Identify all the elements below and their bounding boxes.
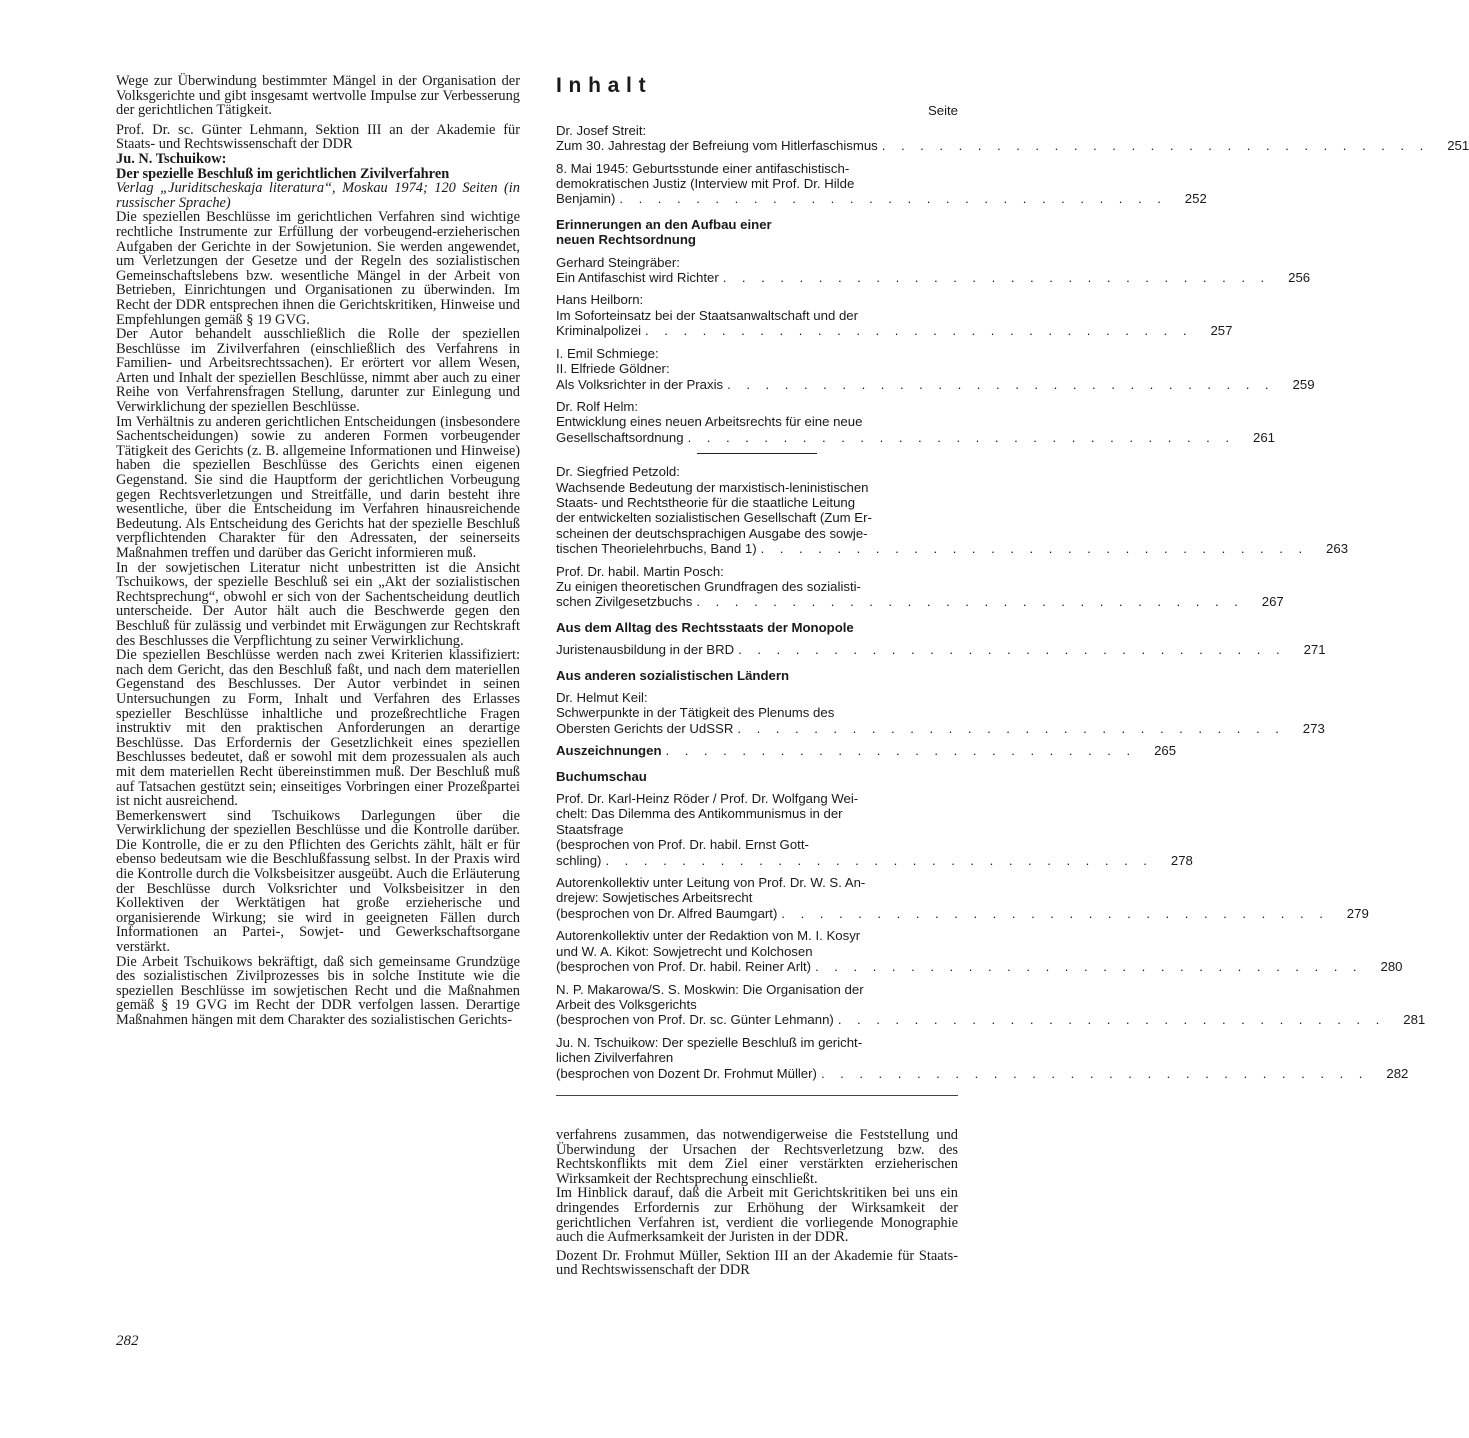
toc-entry-title: Juristenausbildung in der BRD xyxy=(556,642,735,658)
continuation-paragraph: verfahrens zusammen, das notwendigerweise die Feststellung und Überwindung der Ursachen der Rechtsverletzung bzw. des Rechtskonflikts mit dem Ziel einer verstärkten erzieherischen Wirksamkeit der Rechtsprechung einschließt. xyxy=(556,1127,958,1187)
toc-entry-line: drejew: Sowjetisches Arbeitsrecht xyxy=(556,890,753,906)
toc-entry-line: II. Elfriede Göldner: xyxy=(556,361,670,377)
review-title: Der spezielle Beschluß im gerichtlichen Zivilverfahren xyxy=(116,165,450,182)
toc-entry xyxy=(556,928,1403,975)
toc-entry-title: tischen Theorielehrbuchs, Band 1) xyxy=(556,541,757,557)
review-paragraph: Die speziellen Beschlüsse werden nach zwei Kriterien klassifiziert: nach dem Gericht, das den Beschluß faßt, und nach dem materiellen Gegenstand des Beschlusses. Der Autor verbindet in seinen Untersuchungen zu Form, Inhalt und Verfahren des Erlasses spezieller Beschlüsse inhaltliche und prozeßrechtliche Fragen instruktiv mit den praktischen Anforderungen an derartige Beschlüsse. Das Erfordernis der Gesetzlichkeit eines speziellen Beschlusses bedeutet, daß er sowohl mit dem prozessualen als auch mit dem materiellen Recht übereinstimmen muß. Der Beschluß muß auf Tatsachen gestützt sein; einseitiges Vorbringen einer Prozeßpartei ist nicht ausreichend. xyxy=(116,647,520,810)
toc-entry-last-line xyxy=(556,1065,1409,1081)
toc-entry-title: schling) xyxy=(556,852,602,868)
toc-entry-page: 256 xyxy=(1288,270,1311,286)
toc-entry-page: 278 xyxy=(1170,852,1193,868)
toc-entry-line: demokratischen Justiz (Interview mit Prof. Dr. Hilde xyxy=(556,176,855,192)
toc-entry-page: 281 xyxy=(1403,1012,1426,1028)
toc-leader-dots: . . . . . . . . . . . . . . . . . . . . . . . . . . . . . xyxy=(645,323,1193,339)
toc-entry-line: Zu einigen theoretischen Grundfragen des sozialisti- xyxy=(556,578,861,594)
table-of-contents xyxy=(556,74,1469,1096)
toc-entry-line: Prof. Dr. habil. Martin Posch: xyxy=(556,563,724,579)
toc-entry xyxy=(556,464,1349,557)
toc-group-e xyxy=(556,690,1325,736)
toc-entry-last-line xyxy=(556,959,1403,975)
toc-entry-line: scheinen der deutschsprachigen Ausgabe des sowje- xyxy=(556,525,868,541)
review-paragraph: Der Autor behandelt ausschließlich die Rolle der speziellen Beschlüsse im Zivilverfahren (einschließlich des Verfahrens in Familien- und Arbeitsrechtssachen). Er erörtert vor allem Wesen, Arten und Inhalt der speziellen Beschlüsse, nimmt aber auch zu einer Reihe von Verfahrensfragen Stellung, darunter zur Einlegung und Verwirklichung der speziellen Beschlüsse. xyxy=(116,326,520,416)
toc-page-column-label: Seite xyxy=(927,103,958,119)
toc-entry-line: Im Soforteinsatz bei der Staatsanwaltschaft und der xyxy=(556,307,859,323)
toc-entry-page: 282 xyxy=(1386,1065,1409,1081)
review-paragraph: Die speziellen Beschlüsse im gerichtlichen Verfahren sind wichtige rechtliche Instrumente zur Erfüllung der vorbeugend-erzieherischen Aufgaben der Gerichte in der Sowjetunion. Sie werden angewendet, um Verletzungen der Gesetze und der Regeln des sozialistischen Gemeinschaftslebens bzw. wesentliche Mängel in der Arbeit von Betrieben, Einrichtungen und Organisationen zu überwinden. Im Recht der DDR entsprechen ihnen die Gerichtskritiken, Hinweise und Empfehlungen gemäß § 19 GVG. xyxy=(116,209,520,328)
toc-entry-title: Als Volksrichter in der Praxis xyxy=(556,376,724,392)
toc-entry-auszeichnungen xyxy=(556,743,1177,759)
toc-leader-dots: . . . . . . . . . . . . . . . . . . . . . . . . . . . . . xyxy=(881,138,1430,154)
toc-entry xyxy=(556,642,1326,658)
toc-entry-last-line xyxy=(556,191,1207,207)
toc-entry xyxy=(556,160,1207,207)
toc-entry-page: 280 xyxy=(1380,959,1403,975)
toc-entry-line: Dr. Rolf Helm: xyxy=(556,398,639,414)
toc-entry-line: Gerhard Steingräber: xyxy=(556,254,680,270)
toc-group-d xyxy=(556,642,1326,658)
toc-entry-line: 8. Mai 1945: Geburtsstunde einer antifaschistisch- xyxy=(556,160,850,176)
toc-entry xyxy=(556,122,1469,154)
first-signature: Prof. Dr. sc. Günter Lehmann, Sektion III an der Akademie für Staats- und Rechtswissenschaft der DDR xyxy=(116,121,520,153)
toc-section-heading: Aus anderen sozialistischen Ländern xyxy=(556,667,790,683)
toc-entry-page: 259 xyxy=(1292,376,1315,392)
toc-entry-title: Kriminalpolizei xyxy=(556,323,642,339)
toc-leader-dots: . . . . . . . . . . . . . . . . . . . . . . . . . . . . . xyxy=(815,959,1363,975)
toc-entry xyxy=(556,875,1369,921)
toc-leader-dots: . . . . . . . . . . . . . . . . . . . . . . . . . . . . . xyxy=(722,270,1271,286)
toc-entry-page: 263 xyxy=(1326,541,1349,557)
toc-entry xyxy=(556,345,1315,392)
toc-entry-line: Staatsfrage xyxy=(556,821,624,837)
toc-entry-line: Wachsende Bedeutung der marxistisch-leninistischen xyxy=(556,479,869,495)
toc-entry-line: der entwickelten sozialistischen Gesellschaft (Zum Er- xyxy=(556,510,872,526)
toc-leader-dots: . . . . . . . . . . . . . . . . . . . . . . . . . . . . . xyxy=(687,429,1235,445)
toc-entry-page: 271 xyxy=(1303,642,1326,658)
toc-entry-line: Arbeit des Volksgerichts xyxy=(556,996,697,1012)
toc-entry-page: 252 xyxy=(1184,191,1207,207)
toc-entry xyxy=(556,1034,1409,1081)
toc-entry-title: Benjamin) xyxy=(556,191,616,207)
toc-entry-last-line xyxy=(556,541,1349,557)
continuation-paragraph: Im Hinblick darauf, daß die Arbeit mit Gerichtskritiken bei uns ein dringendes Erfordernis zur Erhöhung der Wirksamkeit der gerichtlichen Verfahren ist, verdient die vorliegende Monographie auch die Aufmerksamkeit der Juristen in der DDR. xyxy=(556,1185,958,1246)
toc-entry-line: Dr. Helmut Keil: xyxy=(556,690,648,705)
toc-entry-line: Entwicklung eines neuen Arbeitsrechts für eine neue xyxy=(556,414,863,430)
toc-leader-dots: . . . . . . . . . . . . . . . . . . . . . . . . . . . . . xyxy=(727,376,1275,392)
review-paragraph: Die Arbeit Tschuikows bekräftigt, daß sich gemeinsame Grundzüge des sozialistischen Zivilprozesses bis in solche Institute wie die speziellen Beschlüsse im sowjetischen Recht und die Maßnahmen gemäß § 19 GVG im Recht der DDR verfolgen lassen. Derartige Maßnahmen hängen mit dem Charakter des sozialistischen Gerichts- xyxy=(116,953,520,1028)
toc-entry-page: 261 xyxy=(1252,429,1275,445)
toc-leader-dots: . . . . . . . . . . . . . . . . . . . . . . . . . . . . . xyxy=(781,905,1329,921)
toc-entry-last-line xyxy=(556,429,1275,445)
toc-group-c xyxy=(556,464,1349,610)
toc-entry-line: Autorenkollektiv unter der Redaktion von M. I. Kosyr xyxy=(556,928,861,944)
review-paragraph: Bemerkenswert sind Tschuikows Darlegungen über die Verwirklichung der speziellen Beschlüsse und die Kontrolle darüber. Die Kontrolle, die er zu den Pflichten des Gerichts zählt, hält er für ebenso bedeutsam wie die Beschlußfassung selbst. In der Praxis wird die Kontrolle durch die Volksbeisitzer ausgeübt. Auch die Erläuterung der Beschlüsse durch Volksrichter und Volksbeisitzer in den Kollektiven der Werktätigen hat große erzieherische und organisierende Wirkung; sie wird in geeigneten Fällen durch Informationen an Partei-, Sowjet- und Gewerkschaftsorgane verstärkt. xyxy=(116,807,520,956)
toc-entry-line: lichen Zivilverfahren xyxy=(556,1050,674,1066)
toc-entry xyxy=(556,292,1233,339)
toc-section-heading: Aus dem Alltag des Rechtsstaats der Monopole xyxy=(556,619,854,635)
toc-entry-last-line xyxy=(556,1012,1426,1028)
toc-entry-last-line xyxy=(556,720,1325,736)
toc-leader-dots: . . . . . . . . . . . . . . . . . . . . . . . . . . . . . xyxy=(820,1065,1369,1081)
toc-entry-line: Staats- und Rechtstheorie für die staatliche Leitung xyxy=(556,494,856,510)
toc-leader-dots: . . . . . . . . . . . . . . . . . . . . . . . . . . . . . xyxy=(837,1012,1386,1028)
review-author: Ju. N. Tschuikow: xyxy=(116,150,227,167)
toc-entry-line: Hans Heilborn: xyxy=(556,292,644,308)
intro-paragraph: Wege zur Überwindung bestimmter Mängel in der Organisation der Volksgerichte und gibt insgesamt wertvolle Impulse zur Verbesserung der gerichtlichen Tätigkeit. xyxy=(116,73,520,119)
toc-entry-line: I. Emil Schmiege: xyxy=(556,345,659,361)
toc-entry-page: 267 xyxy=(1261,594,1284,610)
toc-end-divider xyxy=(556,1095,958,1096)
toc-heading: Inhalt xyxy=(556,74,653,97)
closing-signature: Dozent Dr. Frohmut Müller, Sektion III an der Akademie für Staats- und Rechtswissenschaft der DDR xyxy=(556,1247,958,1279)
toc-leader-dots: . . . . . . . . . . . . . . . . . . . . . . . . . . . . . xyxy=(696,594,1244,610)
toc-leader-dots: . . . . . . . . . . . . . . . . . . . . . . . . . xyxy=(665,743,1137,759)
toc-entry-last-line xyxy=(556,594,1284,610)
toc-entry-page: 265 xyxy=(1154,743,1177,759)
toc-section-heading: Buchumschau xyxy=(556,768,647,784)
toc-leader-dots: . . . . . . . . . . . . . . . . . . . . . . . . . . . . . xyxy=(737,720,1285,736)
toc-entry-line: und W. A. Kikot: Sowjetrecht und Kolchosen xyxy=(556,943,813,959)
toc-entry-page: 257 xyxy=(1210,323,1233,339)
toc-leader-dots: . . . . . . . . . . . . . . . . . . . . . . . . . . . . . xyxy=(760,541,1309,557)
toc-entry-line: Ju. N. Tschuikow: Der spezielle Beschluß im gericht- xyxy=(556,1034,863,1050)
right-column-text xyxy=(556,1128,958,1278)
toc-entry-line: Dr. Siegfried Petzold: xyxy=(556,464,680,480)
toc-divider xyxy=(697,453,817,454)
toc-entry-last-line xyxy=(556,138,1469,154)
toc-entry-title: Auszeichnungen xyxy=(556,743,662,759)
page-number: 282 xyxy=(116,1333,139,1349)
toc-leader-dots: . . . . . . . . . . . . . . . . . . . . . . . . . . . . . xyxy=(605,852,1153,868)
toc-entry-line: Schwerpunkte in der Tätigkeit des Plenums des xyxy=(556,705,835,721)
toc-entry-page: 279 xyxy=(1346,905,1369,921)
toc-entry-line: Prof. Dr. Karl-Heinz Röder / Prof. Dr. Wolfgang Wei- xyxy=(556,791,859,807)
toc-entry-title: (besprochen von Dozent Dr. Frohmut Müller) xyxy=(556,1065,817,1081)
review-publisher: Verlag „Juriditscheskaja literatura“, Moskau 1974; 120 Seiten (in russischer Sprache) xyxy=(116,180,520,211)
toc-entry-last-line xyxy=(556,376,1315,392)
toc-group-a xyxy=(556,122,1469,207)
toc-entry xyxy=(556,563,1284,610)
toc-section-heading: Erinnerungen an den Aufbau einer neuen Rechtsordnung xyxy=(556,216,772,248)
toc-entry-last-line xyxy=(556,270,1311,286)
toc-entry-line: chelt: Das Dilemma des Antikommunismus in der xyxy=(556,806,843,822)
toc-entry-title: Ein Antifaschist wird Richter xyxy=(556,270,719,286)
toc-entry-last-line xyxy=(556,642,1326,658)
toc-group-f xyxy=(556,791,1426,1081)
toc-leader-dots: . . . . . . . . . . . . . . . . . . . . . . . . . . . . . xyxy=(619,191,1167,207)
toc-entry-page: 251 xyxy=(1447,138,1469,154)
toc-entry-title: (besprochen von Prof. Dr. habil. Reiner Arlt) xyxy=(556,959,812,975)
toc-entry-last-line xyxy=(556,905,1369,921)
review-paragraph: In der sowjetischen Literatur nicht unbestritten ist die Ansicht Tschuikows, der spezielle Beschluß sei ein „Akt der sozialistischen Rechtsprechung“, obwohl er sich von der Sachentscheidung deutlich unterscheide. Der Autor hält auch die Beschwerde gegen den Beschluß für zulässig und verbindet mit Erwägungen zur Rechtskraft des Beschlusses die Verpflichtung zu seiner Verwirklichung. xyxy=(116,559,520,649)
toc-entry-title: (besprochen von Prof. Dr. sc. Günter Lehmann) xyxy=(556,1012,834,1028)
toc-entry-page: 273 xyxy=(1302,720,1325,736)
toc-entry-last-line xyxy=(556,323,1233,339)
toc-entry-title: Obersten Gerichts der UdSSR xyxy=(556,720,734,736)
toc-entry-title: schen Zivilgesetzbuchs xyxy=(556,594,693,610)
toc-entry-line: N. P. Makarowa/S. S. Moskwin: Die Organisation der xyxy=(556,981,864,997)
toc-entry xyxy=(556,690,1325,736)
toc-entry-title: Gesellschaftsordnung xyxy=(556,429,684,445)
toc-entry xyxy=(556,398,1275,445)
toc-group-b xyxy=(556,254,1315,445)
toc-entry-title: (besprochen von Dr. Alfred Baumgart) xyxy=(556,905,778,921)
toc-leader-dots: . . . . . . . . . . . . . . . . . . . . . . . . . . . . . xyxy=(738,642,1286,658)
toc-entry-title: Zum 30. Jahrestag der Befreiung vom Hitlerfaschismus xyxy=(556,138,878,154)
toc-entry-line: (besprochen von Prof. Dr. habil. Ernst Gott- xyxy=(556,837,809,853)
toc-entry-last-line xyxy=(556,852,1193,868)
toc-entry-line: Dr. Josef Streit: xyxy=(556,122,647,138)
toc-entry xyxy=(556,981,1426,1028)
toc-entry xyxy=(556,254,1311,286)
toc-entry xyxy=(556,791,1193,868)
left-column xyxy=(116,74,520,1028)
review-paragraph: Im Verhältnis zu anderen gerichtlichen Entscheidungen (insbesondere Sachentscheidungen) sowie zu anderen Formen vorbeugender Tätigkeit des Gerichts (z. B. allgemeine Informationen und Hinweise) haben die speziellen Beschlüsse des Gerichts einen eigenen Gegenstand. Sie sind die Hauptform der gerichtlichen Vorbeugung gegen Rechtsverletzungen und Streitfälle, und darin besteht ihre wesentliche, über die Entscheidung im Verfahren hinausreichende Bedeutung. Als Entscheidung des Gerichts hat der spezielle Beschluß verpflichtenden Charakter für den Adressaten, der seinerseits Maßnahmen treffen und darüber das Gericht informieren muß. xyxy=(116,413,520,561)
toc-entry-line: Autorenkollektiv unter Leitung von Prof. Dr. W. S. An- xyxy=(556,875,866,891)
